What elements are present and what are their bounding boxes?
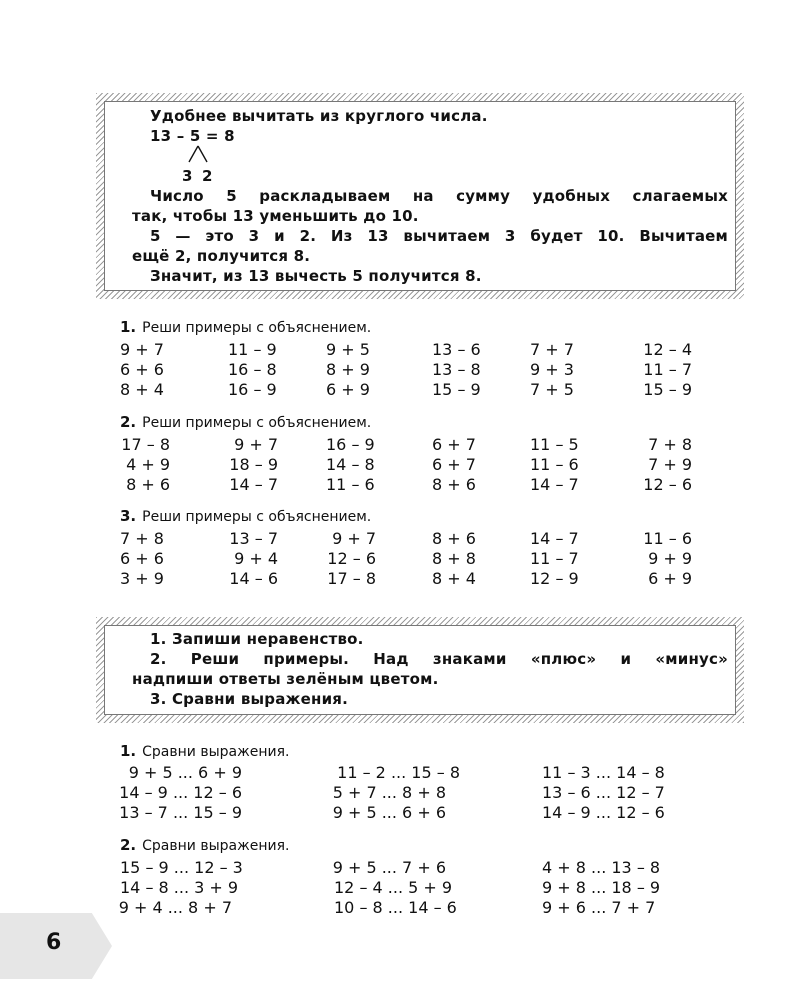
example: 7 + 8 — [648, 435, 692, 454]
example: 13 – 6 — [432, 340, 481, 359]
decomposition-lines — [186, 144, 210, 164]
example: 8 + 9 — [326, 360, 370, 379]
example: 11 – 5 — [530, 435, 579, 454]
compare-2-text: Сравни выражения. — [142, 838, 290, 854]
example: 17 – 8 — [327, 569, 376, 588]
comparison: 13 – 6 ... 12 – 7 — [542, 783, 665, 802]
example: 8 + 6 — [432, 475, 476, 494]
example: 6 + 6 — [120, 360, 164, 379]
exercise-1-title — [120, 318, 371, 336]
example: 11 – 7 — [530, 549, 579, 568]
comparison: 10 – 8 ... 14 – 6 — [334, 898, 457, 917]
example: 9 + 4 — [234, 549, 278, 568]
comparison: 13 – 7 ... 15 – 9 — [119, 803, 242, 822]
example: 6 + 7 — [432, 435, 476, 454]
example: 8 + 4 — [120, 380, 164, 399]
comparison: 9 + 6 ... 7 + 7 — [542, 898, 656, 917]
example: 7 + 5 — [530, 380, 574, 399]
example: 17 – 8 — [121, 435, 170, 454]
comparison: 14 – 9 ... 12 – 6 — [542, 803, 665, 822]
example: 13 – 7 — [229, 529, 278, 548]
example: 6 + 6 — [120, 549, 164, 568]
example: 16 – 9 — [326, 435, 375, 454]
example: 9 + 5 — [326, 340, 370, 359]
comparison: 5 + 7 ... 8 + 8 — [332, 783, 446, 802]
example: 7 + 7 — [530, 340, 574, 359]
comparison: 9 + 5 ... 7 + 6 — [332, 858, 446, 877]
example: 11 – 6 — [326, 475, 375, 494]
rule-step-line1: 5 — это 3 и 2. Из 13 вычитаем 3 будет 10. Вычитаем — [150, 227, 728, 245]
example: 8 + 6 — [432, 529, 476, 548]
example: 6 + 9 — [648, 569, 692, 588]
exercise-3-title — [120, 507, 371, 525]
compare-2-title — [120, 836, 289, 854]
task-item-3: 3. Сравни выражения. — [150, 690, 349, 708]
example: 9 + 7 — [120, 340, 164, 359]
exercise-3-text: Реши примеры с объяснением. — [142, 509, 372, 525]
comparison: 14 – 8 ... 3 + 9 — [120, 878, 239, 897]
exercise-3-number: 3. — [120, 507, 137, 525]
task-item-1: 1. Запиши неравенство. — [150, 630, 364, 648]
comparison: 9 + 5 ... 6 + 9 — [128, 763, 242, 782]
example: 14 – 7 — [229, 475, 278, 494]
comparison: 9 + 4 ... 8 + 7 — [118, 898, 232, 917]
example: 14 – 8 — [326, 455, 375, 474]
example: 9 + 7 — [332, 529, 376, 548]
rule-explanation-line1: Число 5 раскладываем на сумму удобных слагаемых — [150, 187, 728, 205]
example: 11 – 7 — [643, 360, 692, 379]
exercise-1-number: 1. — [120, 318, 137, 336]
comparison: 14 – 9 ... 12 – 6 — [119, 783, 242, 802]
rule-title: Удобнее вычитать из круглого числа. — [150, 107, 488, 125]
comparison: 9 + 5 ... 6 + 6 — [332, 803, 446, 822]
compare-1-number: 1. — [120, 742, 137, 760]
compare-1-text: Сравни выражения. — [142, 744, 290, 760]
example: 11 – 9 — [228, 340, 277, 359]
example: 14 – 6 — [229, 569, 278, 588]
exercise-1-text: Реши примеры с объяснением. — [142, 320, 372, 336]
example: 16 – 9 — [228, 380, 277, 399]
example: 8 + 8 — [432, 549, 476, 568]
comparison: 4 + 8 ... 13 – 8 — [542, 858, 661, 877]
example: 12 – 6 — [643, 475, 692, 494]
example: 12 – 4 — [643, 340, 692, 359]
example: 12 – 6 — [327, 549, 376, 568]
example: 14 – 7 — [530, 475, 579, 494]
example: 8 + 4 — [432, 569, 476, 588]
comparison: 12 – 4 ... 5 + 9 — [334, 878, 453, 897]
compare-2-number: 2. — [120, 836, 137, 854]
comparison: 15 – 9 ... 12 – 3 — [120, 858, 243, 877]
example: 18 – 9 — [229, 455, 278, 474]
example: 15 – 9 — [643, 380, 692, 399]
example: 8 + 6 — [126, 475, 170, 494]
example: 11 – 6 — [530, 455, 579, 474]
example: 13 – 8 — [432, 360, 481, 379]
example: 14 – 7 — [530, 529, 579, 548]
task-item-2-line2: надпиши ответы зелёным цветом. — [132, 670, 439, 688]
example: 16 – 8 — [228, 360, 277, 379]
rule-step-line2: ещё 2, получится 8. — [132, 247, 311, 265]
example: 9 + 3 — [530, 360, 574, 379]
compare-1-title — [120, 742, 289, 760]
comparison: 9 + 8 ... 18 – 9 — [542, 878, 661, 897]
rule-parts: 3 2 — [182, 167, 213, 185]
example: 3 + 9 — [120, 569, 164, 588]
example: 12 – 9 — [530, 569, 579, 588]
example: 9 + 9 — [648, 549, 692, 568]
example: 9 + 7 — [234, 435, 278, 454]
page-number: 6 — [46, 930, 62, 955]
example: 11 – 6 — [643, 529, 692, 548]
example: 15 – 9 — [432, 380, 481, 399]
comparison: 11 – 2 ... 15 – 8 — [337, 763, 460, 782]
example: 6 + 9 — [326, 380, 370, 399]
example: 7 + 9 — [648, 455, 692, 474]
comparison: 11 – 3 ... 14 – 8 — [542, 763, 665, 782]
rule-equation: 13 – 5 = 8 — [150, 127, 235, 145]
rule-explanation-line2: так, чтобы 13 уменьшить до 10. — [132, 207, 419, 225]
exercise-2-title — [120, 413, 371, 431]
exercise-2-text: Реши примеры с объяснением. — [142, 415, 372, 431]
exercise-2-number: 2. — [120, 413, 137, 431]
example: 4 + 9 — [126, 455, 170, 474]
task-item-2-line1: 2. Реши примеры. Над знаками «плюс» и «минус» — [150, 650, 728, 668]
example: 6 + 7 — [432, 455, 476, 474]
rule-conclusion: Значит, из 13 вычесть 5 получится 8. — [150, 267, 482, 285]
example: 7 + 8 — [120, 529, 164, 548]
